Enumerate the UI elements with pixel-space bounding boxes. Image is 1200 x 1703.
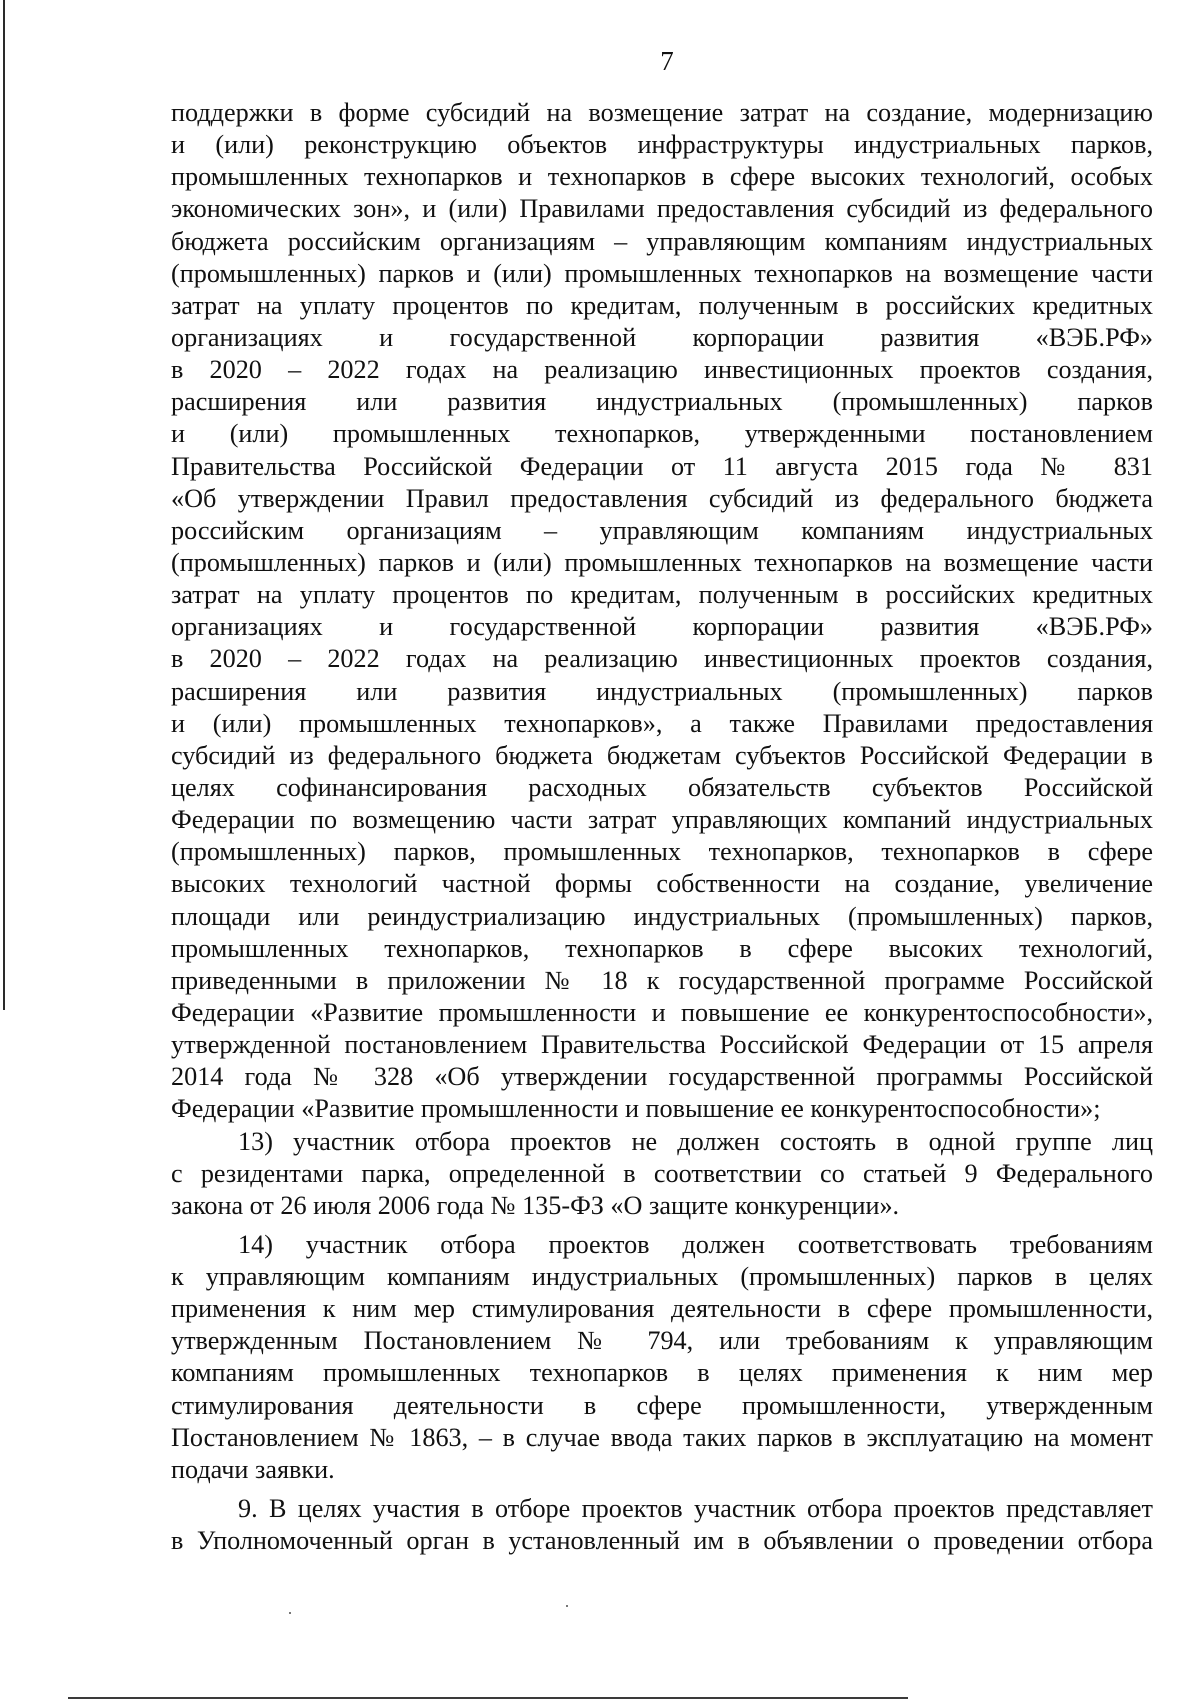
text-line: Постановлением № 1863, – в случае ввода таких парков в эксплуатацию на момент [171, 1422, 1153, 1452]
text-line: затрат на уплату процентов по кредитам, полученным в российских кредитных [171, 580, 1153, 610]
text-line: поддержки в форме субсидий на возмещение затрат на создание, модернизацию [171, 98, 1153, 127]
text-line: промышленных технопарков и технопарков в сфере высоких технологий, особых [171, 162, 1153, 192]
text-line: подачи заявки. [171, 1454, 335, 1484]
text-line: затрат на уплату процентов по кредитам, полученным в российских кредитных [171, 290, 1153, 320]
text-line: с резидентами парка, определенной в соответствии со статьей 9 Федерального [171, 1158, 1153, 1188]
item-9-paragraph [171, 1493, 1153, 1557]
paragraph-spacing [171, 1222, 1153, 1229]
text-line: Федерации «Развитие промышленности и повышение ее конкурентоспособности», [171, 997, 1153, 1027]
scan-speck [289, 1612, 291, 1614]
text-line: 14) участник отбора проектов должен соответствовать требованиям [238, 1229, 1153, 1259]
scan-speck [566, 1605, 568, 1607]
text-line: Федерации «Развитие промышленности и повышение ее конкурентоспособности»; [171, 1094, 1101, 1124]
text-line: высоких технологий частной формы собственности на создание, увеличение [171, 869, 1153, 899]
text-line: компаниям промышленных технопарков в целях применения к ним мер [171, 1358, 1153, 1388]
scan-edge-line [3, 0, 5, 1010]
text-line: субсидий из федерального бюджета бюджетам субъектов Российской Федерации в [171, 740, 1153, 770]
text-line: (промышленных) парков, промышленных технопарков, технопарков в сфере [171, 837, 1153, 867]
document-body [171, 97, 1153, 1557]
page-number: 7 [660, 46, 674, 76]
continuation-paragraph [171, 97, 1153, 1126]
text-line: утвержденным Постановлением № 794, или требованиям к управляющим [171, 1326, 1153, 1356]
text-line: Правительства Российской Федерации от 11 августа 2015 года № 831 [171, 451, 1153, 481]
text-line: приведенными в приложении № 18 к государственной программе Российской [171, 965, 1153, 995]
text-line: «Об утверждении Правил предоставления субсидий из федерального бюджета [171, 483, 1153, 513]
text-line: и (или) промышленных технопарков», а также Правилами предоставления [171, 708, 1153, 738]
text-line: (промышленных) парков и (или) промышленных технопарков на возмещение части [171, 547, 1153, 577]
text-line: 13) участник отбора проектов не должен состоять в одной группе лиц [238, 1126, 1153, 1156]
text-line: закона от 26 июля 2006 года № 135-ФЗ «О защите конкуренции». [171, 1190, 900, 1220]
text-line: бюджета российским организациям – управляющим компаниям индустриальных [171, 226, 1153, 256]
text-line: расширения или развития индустриальных (промышленных) парков [171, 387, 1153, 417]
text-line: в 2020 – 2022 годах на реализацию инвестиционных проектов создания, [171, 644, 1153, 674]
text-line: применения к ним мер стимулирования деятельности в сфере промышленности, [171, 1294, 1153, 1324]
text-line: экономических зон», и (или) Правилами предоставления субсидий из федерального [171, 194, 1153, 224]
text-line: и (или) промышленных технопарков, утвержденными постановлением [171, 419, 1153, 449]
text-line: площади или реиндустриализацию индустриальных (промышленных) парков, [171, 901, 1153, 931]
text-line: стимулирования деятельности в сфере промышленности, утвержденным [171, 1390, 1153, 1420]
text-line: 9. В целях участия в отборе проектов участник отбора проектов представляет [238, 1494, 1153, 1524]
text-line: (промышленных) парков и (или) промышленных технопарков на возмещение части [171, 258, 1153, 288]
text-line: расширения или развития индустриальных (промышленных) парков [171, 676, 1153, 706]
text-line: к управляющим компаниям индустриальных (промышленных) парков в целях [171, 1262, 1153, 1292]
text-line: целях софинансирования расходных обязательств субъектов Российской [171, 772, 1153, 802]
text-line: организациях и государственной корпорации развития «ВЭБ.РФ» [171, 322, 1153, 352]
paragraph-spacing [171, 1486, 1153, 1493]
text-line: и (или) реконструкцию объектов инфраструктуры индустриальных парков, [171, 130, 1153, 160]
text-line: промышленных технопарков, технопарков в сфере высоких технологий, [171, 933, 1153, 963]
text-line: 2014 года № 328 «Об утверждении государственной программы Российской [171, 1062, 1153, 1092]
scan-bottom-edge-line [68, 1697, 908, 1699]
text-line: в Уполномоченный орган в установленный им в объявлении о проведении отбора [171, 1526, 1153, 1556]
text-line: российским организациям – управляющим компаниям индустриальных [171, 515, 1153, 545]
item-14-paragraph [171, 1229, 1153, 1486]
text-line: утвержденной постановлением Правительства Российской Федерации от 15 апреля [171, 1030, 1153, 1060]
text-line: Федерации по возмещению части затрат управляющих компаний индустриальных [171, 805, 1153, 835]
item-13-paragraph [171, 1126, 1153, 1222]
text-line: организациях и государственной корпорации развития «ВЭБ.РФ» [171, 612, 1153, 642]
text-line: в 2020 – 2022 годах на реализацию инвестиционных проектов создания, [171, 355, 1153, 385]
